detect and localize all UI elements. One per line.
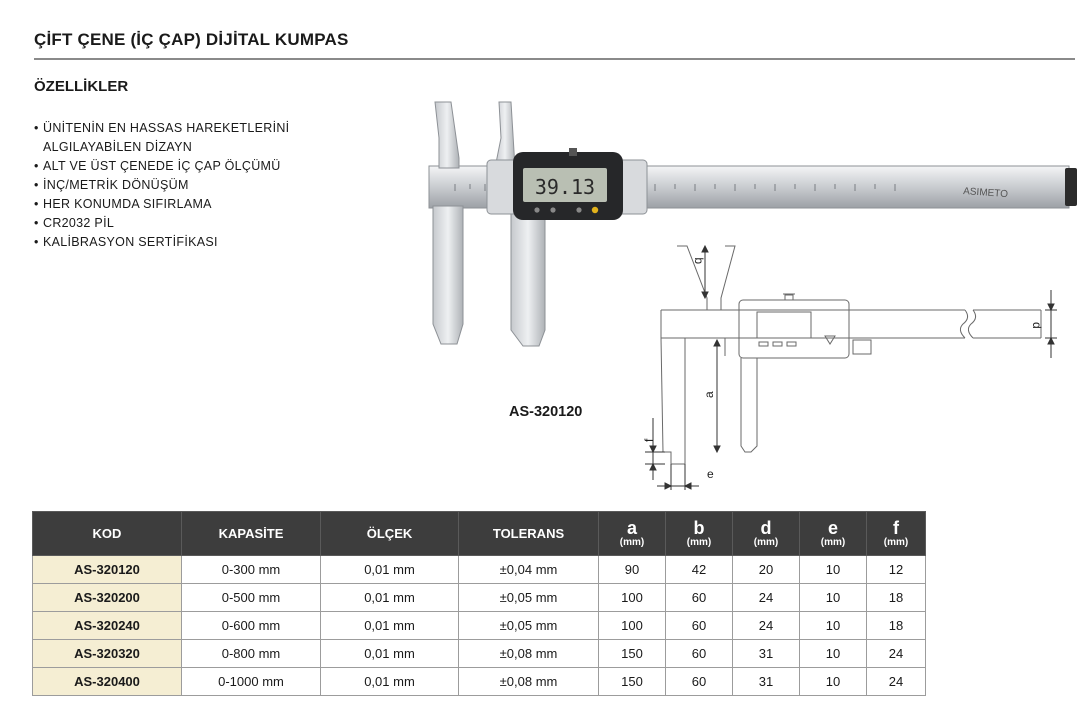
cell-e: 10 — [800, 640, 867, 668]
cell-kapasite: 0-800 mm — [182, 640, 321, 668]
feature-item: • CR2032 PİL — [34, 214, 354, 233]
label-f: f — [642, 438, 656, 442]
cell-kapasite: 0-500 mm — [182, 584, 321, 612]
cell-b: 42 — [666, 556, 733, 584]
cell-b: 60 — [666, 640, 733, 668]
brand-label: ASIMETO — [962, 186, 1009, 201]
cell-d: 24 — [733, 612, 800, 640]
title-divider — [34, 58, 1075, 60]
cell-f: 18 — [867, 584, 926, 612]
cell-tolerans: ±0,08 mm — [459, 668, 599, 696]
cell-d: 20 — [733, 556, 800, 584]
cell-olcek: 0,01 mm — [321, 556, 459, 584]
cell-kod: AS-320240 — [33, 612, 182, 640]
cell-e: 10 — [800, 556, 867, 584]
cell-kapasite: 0-300 mm — [182, 556, 321, 584]
table-row — [33, 612, 926, 640]
model-caption: AS-320120 — [509, 404, 583, 420]
cell-f: 18 — [867, 612, 926, 640]
cell-a: 90 — [599, 556, 666, 584]
cell-tolerans: ±0,08 mm — [459, 640, 599, 668]
cell-b: 60 — [666, 668, 733, 696]
feature-item: • KALİBRASYON SERTİFİKASI — [34, 233, 354, 252]
label-a: a — [702, 391, 716, 398]
cell-tolerans: ±0,04 mm — [459, 556, 599, 584]
cell-a: 100 — [599, 584, 666, 612]
cell-d: 31 — [733, 640, 800, 668]
cell-kapasite: 0-1000 mm — [182, 668, 321, 696]
table-row — [33, 556, 926, 584]
header-f: f (mm) — [867, 512, 926, 556]
header-kod: KOD — [33, 512, 182, 556]
header-b: b (mm) — [666, 512, 733, 556]
cell-tolerans: ±0,05 mm — [459, 612, 599, 640]
cell-kapasite: 0-600 mm — [182, 612, 321, 640]
feature-item: • ÜNİTENİN EN HASSAS HAREKETLERİNİ ALGILAYABİLEN DİZAYN — [34, 119, 354, 157]
cell-olcek: 0,01 mm — [321, 584, 459, 612]
cell-tolerans: ±0,05 mm — [459, 584, 599, 612]
header-olcek: ÖLÇEK — [321, 512, 459, 556]
feature-item: • HER KONUMDA SIFIRLAMA — [34, 195, 354, 214]
cell-olcek: 0,01 mm — [321, 612, 459, 640]
cell-kod: AS-320120 — [33, 556, 182, 584]
label-b: b — [692, 257, 706, 264]
header-a: a (mm) — [599, 512, 666, 556]
header-tolerans: TOLERANS — [459, 512, 599, 556]
cell-e: 10 — [800, 612, 867, 640]
cell-kod: AS-320320 — [33, 640, 182, 668]
label-d: d — [1030, 322, 1044, 329]
header-kapasite: KAPASİTE — [182, 512, 321, 556]
cell-d: 31 — [733, 668, 800, 696]
feature-item: • İNÇ/METRİK DÖNÜŞÜM — [34, 176, 354, 195]
cell-a: 150 — [599, 668, 666, 696]
cell-olcek: 0,01 mm — [321, 640, 459, 668]
header-d: d (mm) — [733, 512, 800, 556]
label-e: e — [707, 467, 714, 481]
cell-b: 60 — [666, 612, 733, 640]
table-row — [33, 640, 926, 668]
cell-d: 24 — [733, 584, 800, 612]
cell-a: 100 — [599, 612, 666, 640]
header-e: e (mm) — [800, 512, 867, 556]
cell-olcek: 0,01 mm — [321, 668, 459, 696]
table-row — [33, 584, 926, 612]
cell-b: 60 — [666, 584, 733, 612]
table-header-row — [33, 512, 926, 556]
cell-e: 10 — [800, 668, 867, 696]
display-readout: 39.13 — [534, 175, 596, 199]
cell-kod: AS-320400 — [33, 668, 182, 696]
features-list — [34, 119, 354, 252]
page-title: ÇİFT ÇENE (İÇ ÇAP) DİJİTAL KUMPAS — [34, 30, 349, 49]
cell-f: 24 — [867, 640, 926, 668]
dimension-diagram — [625, 240, 1065, 500]
table-row — [33, 668, 926, 696]
spec-table — [32, 511, 926, 696]
cell-a: 150 — [599, 640, 666, 668]
cell-f: 24 — [867, 668, 926, 696]
cell-f: 12 — [867, 556, 926, 584]
cell-kod: AS-320200 — [33, 584, 182, 612]
cell-e: 10 — [800, 584, 867, 612]
feature-item: • ALT VE ÜST ÇENEDE İÇ ÇAP ÖLÇÜMÜ — [34, 157, 354, 176]
features-heading: ÖZELLİKLER — [34, 78, 129, 95]
